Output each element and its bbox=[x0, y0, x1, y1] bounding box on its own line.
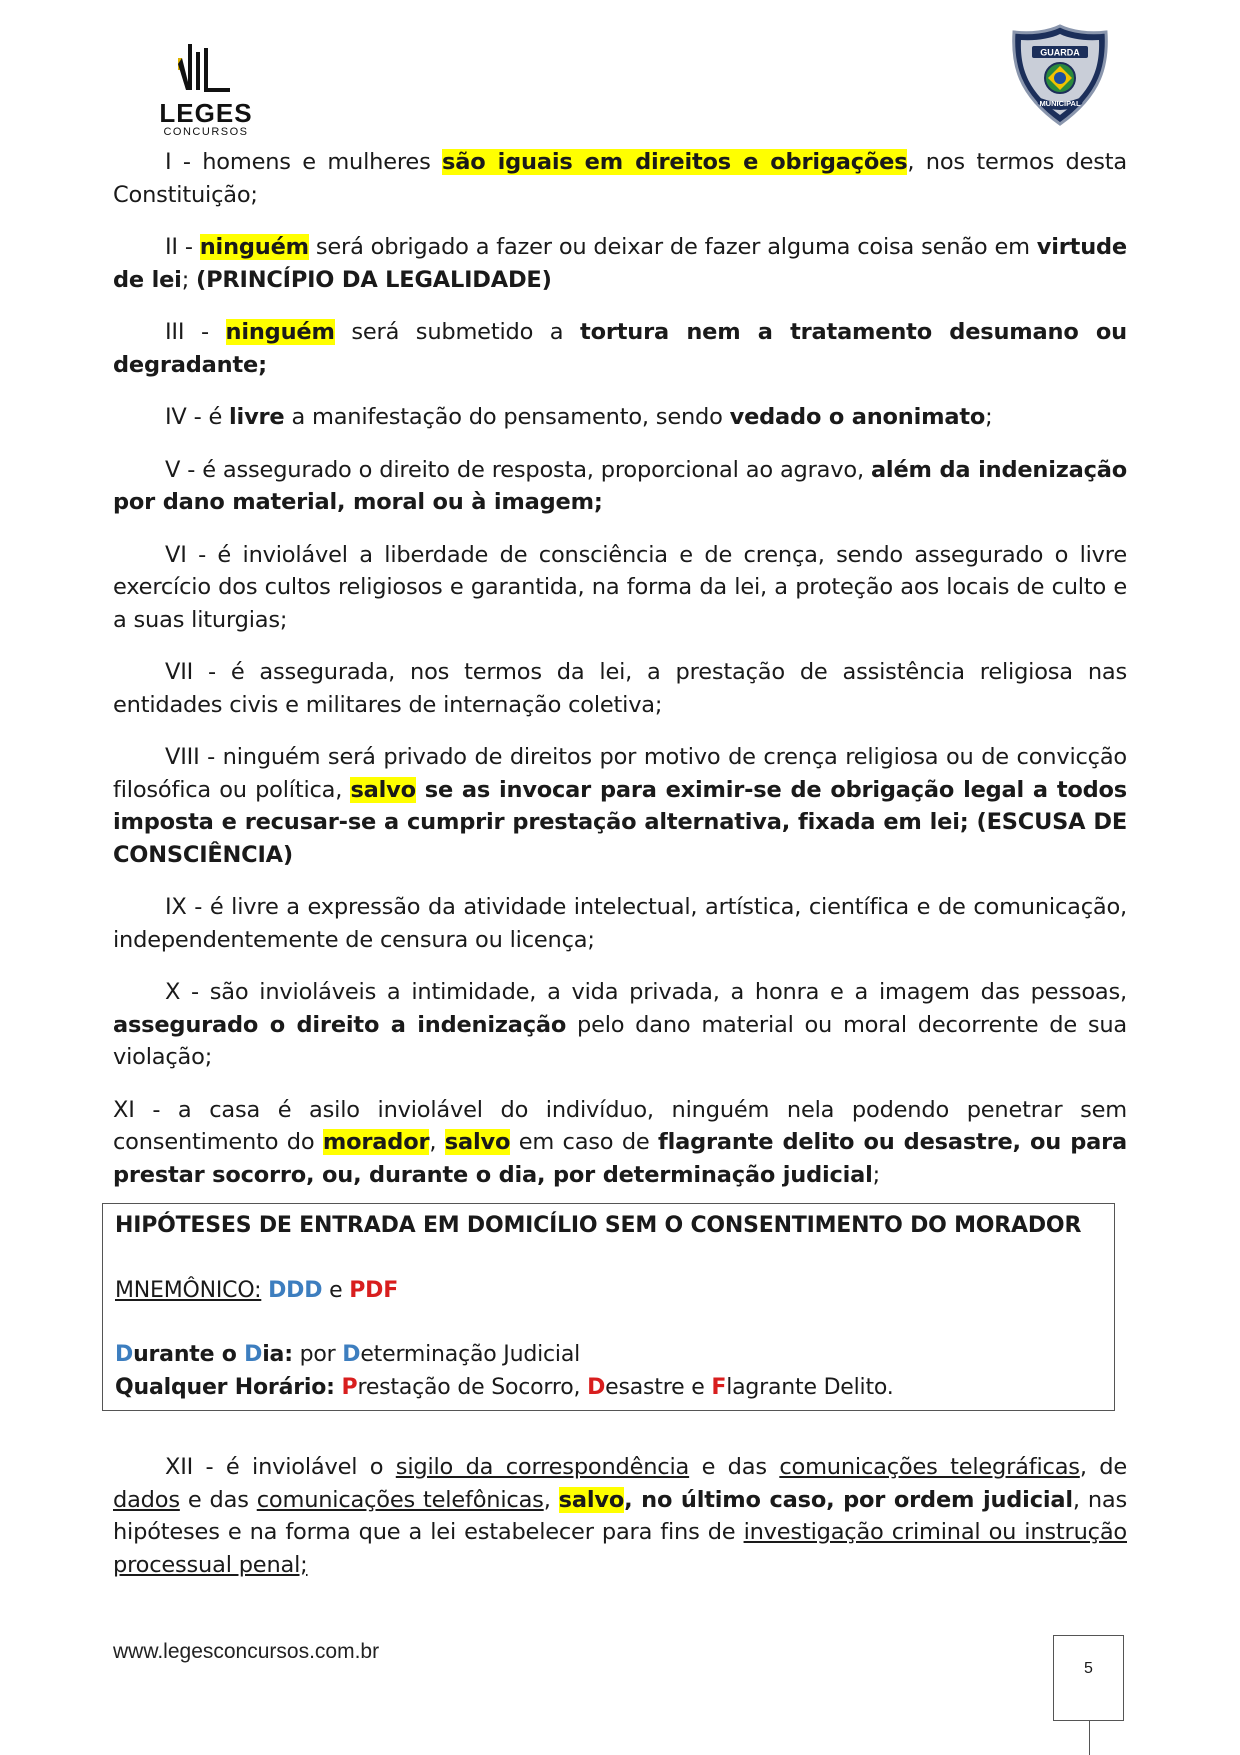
item-ii: II - ninguém será obrigado a fazer ou deixar de fazer alguma coisa senão em virtude de lei; (PRINCÍPIO DA LEGALIDADE) bbox=[113, 234, 1127, 293]
document-body bbox=[113, 146, 1127, 1601]
item-vii: VII - é assegurada, nos termos da lei, a prestação de assistência religiosa nas entidades civis e militares de internação coletiva; bbox=[113, 659, 1127, 718]
footer-website-link[interactable]: www.legesconcursos.com.br bbox=[113, 1640, 380, 1663]
guarda-municipal-badge-icon bbox=[1010, 24, 1110, 126]
item-i: I - homens e mulheres são iguais em direitos e obrigações, nos termos desta Constituição; bbox=[113, 149, 1128, 208]
item-v: V - é assegurado o direito de resposta, proporcional ao agravo, além da indenização por dano material, moral ou à imagem; bbox=[113, 456, 1127, 515]
logo-subtitle: CONCURSOS bbox=[163, 126, 249, 138]
item-viii: VIII - ninguém será privado de direitos por motivo de crença religiosa ou de convicção filosófica ou política, salvo se as invocar para eximir-se de obrigação legal a todos imposta e recusar-se a cumprir prestação alternativa, fixada em lei; (ESCUSA DE CONSCIÊNCIA) bbox=[113, 744, 1127, 868]
item-xi: XI - a casa é asilo inviolável do indivíduo, ninguém nela podendo penetrar sem consentimento do morador, salvo em caso de flagrante delito ou desastre, ou para prestar socorro, ou, durante o dia, por determinação judicial; bbox=[113, 1096, 1128, 1188]
leges-mark-icon bbox=[178, 44, 234, 98]
item-x: X - são invioláveis a intimidade, a vida privada, a honra e a imagem das pessoas, assegurado o direito a indenização pelo dano material ou moral decorrente de sua violação; bbox=[113, 979, 1127, 1070]
item-iv: IV - é livre a manifestação do pensamento, sendo vedado o anonimato; bbox=[165, 404, 993, 430]
daytime-line: Durante o Dia: por Determinação Judicial bbox=[115, 1342, 581, 1367]
item-xii: XII - é inviolável o sigilo da correspondência e das comunicações telegráficas, de dados e das comunicações telefônicas, salvo, no último caso, por ordem judicial, nas hipóteses e na forma que a lei estabelecer para fins de investigação criminal ou instrução processual penal; bbox=[113, 1454, 1127, 1578]
item-vi: VI - é inviolável a liberdade de consciência e de crença, sendo assegurado o livre exercício dos cultos religiosos e garantida, na forma da lei, a proteção aos locais de culto e a suas liturgias; bbox=[113, 541, 1127, 633]
page-number-divider bbox=[1089, 1720, 1090, 1755]
mnemonic-box bbox=[102, 1203, 1115, 1411]
anytime-line: Qualquer Horário: Prestação de Socorro, Desastre e Flagrante Delito. bbox=[115, 1374, 894, 1400]
logo-title: LEGES bbox=[159, 98, 253, 128]
badge-top-text: GUARDA bbox=[1040, 47, 1080, 58]
item-iii: III - ninguém será submetido a tortura nem a tratamento desumano ou degradante; bbox=[113, 319, 1127, 378]
leges-logo bbox=[150, 44, 270, 144]
page-number: 5 bbox=[1053, 1635, 1124, 1721]
mnemonic-line: MNEMÔNICO: DDD e PDF bbox=[115, 1277, 399, 1303]
badge-bottom-text: MUNICIPAL bbox=[1039, 99, 1081, 108]
item-ix: IX - é livre a expressão da atividade intelectual, artística, científica e de comunicação, independentemente de censura ou licença; bbox=[113, 894, 1127, 953]
box-title: HIPÓTESES DE ENTRADA EM DOMICÍLIO SEM O CONSENTIMENTO DO MORADOR bbox=[115, 1213, 1082, 1238]
